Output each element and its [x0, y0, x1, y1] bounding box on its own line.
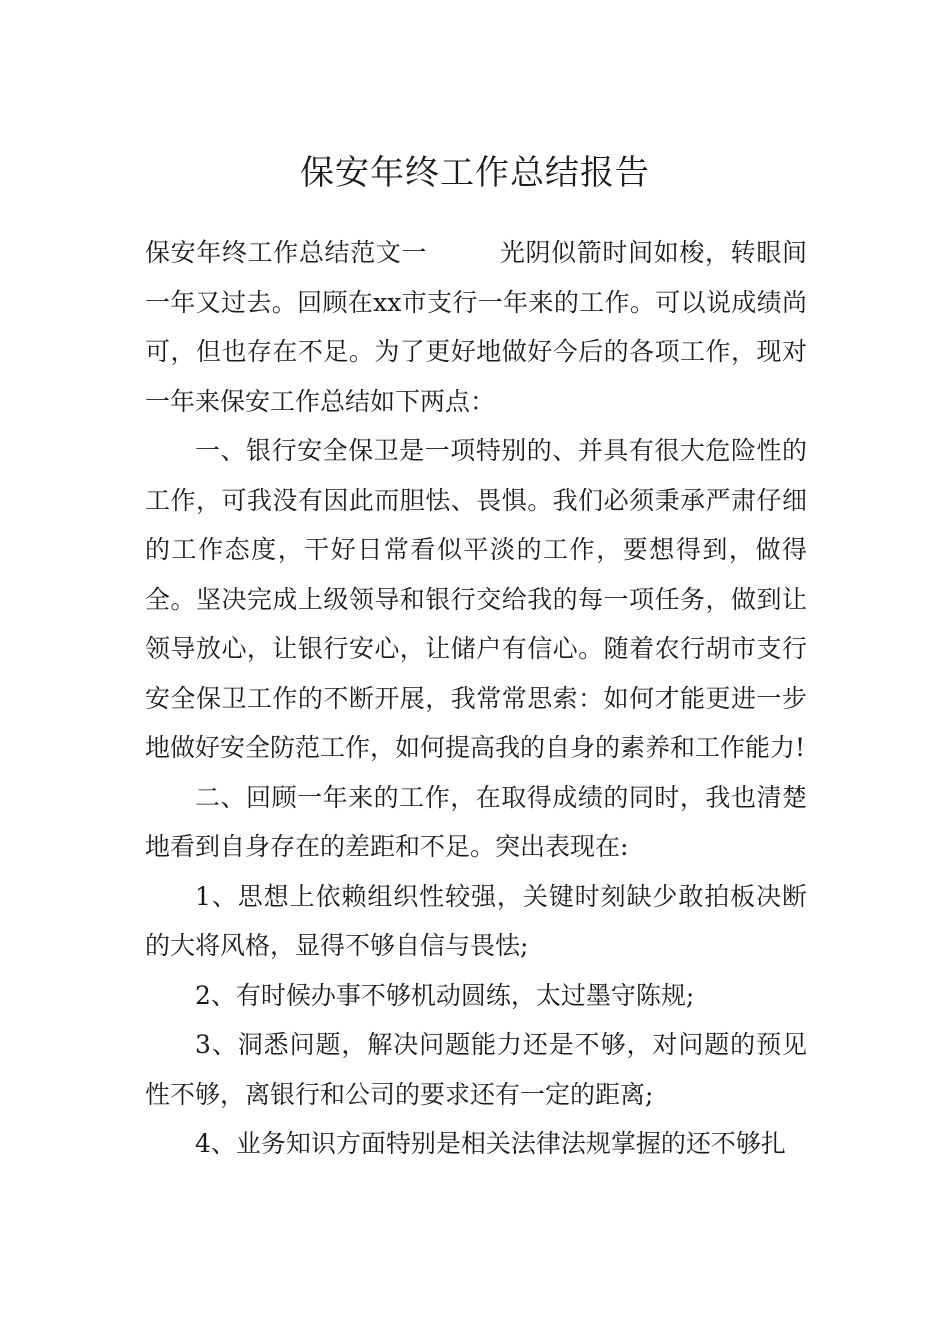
paragraph-two: 二、回顾一年来的工作，在取得成绩的同时，我也清楚地看到自身存在的差距和不足。突出表现在:: [145, 782, 807, 861]
document-body: [145, 228, 807, 1169]
list-item-4: 4、业务知识方面特别是相关法律法规掌握的还不够扎: [195, 1129, 786, 1158]
intro-text: 光阴似箭时间如梭，转眼间一年又过去。回顾在xx市支行一年来的工作。可以说成绩尚可，但也存在不足。为了更好地做好今后的各项工作，现对一年来保安工作总结如下两点：: [145, 238, 807, 416]
list-item-1: 1、思想上依赖组织性较强，关键时刻缺少敢拍板决断的大将风格，显得不够自信与畏怯;: [145, 881, 807, 960]
intro-paragraph: [145, 228, 807, 426]
list-item-2: 2、有时候办事不够机动圆练，太过墨守陈规;: [195, 980, 695, 1010]
list-item-3: 3、洞悉问题，解决问题能力还是不够，对问题的预见性不够，离银行和公司的要求还有一定的距离;: [145, 1030, 807, 1109]
paragraph-one: 一、银行安全保卫是一项特别的、并具有很大危险性的工作，可我没有因此而胆怯、畏惧。我们必须秉承严肃仔细的工作态度，干好日常看似平淡的工作，要想得到，做得全。坚决完成上级领导和银行交给我的每一项任务，做到让领导放心，让银行安心，让储户有信心。随着农行胡市支行安全保卫工作的不断开展，我常常思索：如何才能更进一步地做好安全防范工作，如何提高我的自身的素养和工作能力!: [145, 436, 807, 762]
document-title: 保安年终工作总结报告: [300, 152, 650, 193]
intro-label: 保安年终工作总结范文一: [145, 238, 428, 267]
